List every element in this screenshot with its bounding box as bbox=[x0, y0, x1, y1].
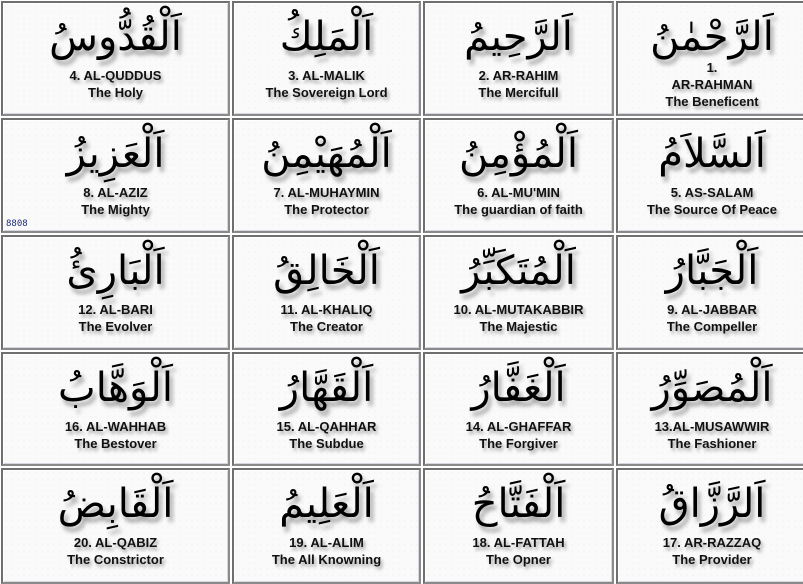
transliteration: 20. AL-QABIZ bbox=[73, 535, 158, 550]
meaning: The Fashioner bbox=[667, 436, 757, 451]
meaning: The Mercifull bbox=[478, 85, 559, 100]
name-number: 1. bbox=[706, 60, 718, 75]
transliteration: 17. AR-RAZZAQ bbox=[662, 535, 762, 550]
transliteration: 8. AL-AZIZ bbox=[83, 185, 148, 200]
arabic-calligraphy: اَلْعَزِيزُ bbox=[66, 131, 165, 177]
transliteration: 3. AL-MALIK bbox=[288, 68, 365, 83]
meaning: The Constrictor bbox=[67, 552, 164, 567]
transliteration: 7. AL-MUHAYMIN bbox=[273, 185, 380, 200]
meaning: The Sovereign Lord bbox=[265, 85, 388, 100]
name-card-13 bbox=[616, 352, 803, 466]
meaning: The Subdue bbox=[289, 436, 364, 451]
arabic-calligraphy: اَلسَّلاَمُ bbox=[658, 131, 766, 177]
transliteration: 2. AR-RAHIM bbox=[478, 68, 559, 83]
arabic-calligraphy: اَلْمُصَوِّرُ bbox=[651, 365, 773, 411]
transliteration: 6. AL-MU'MIN bbox=[477, 185, 560, 200]
name-card-19 bbox=[232, 468, 421, 584]
transliteration: 5. AS-SALAM bbox=[670, 185, 754, 200]
meaning: The Compeller bbox=[666, 319, 758, 334]
name-card-10 bbox=[423, 235, 614, 350]
arabic-calligraphy: اَلْبَارِئُ bbox=[66, 248, 165, 294]
name-card-17 bbox=[616, 468, 803, 584]
name-card-20 bbox=[1, 468, 230, 584]
arabic-calligraphy: اَلرَّحِيمُ bbox=[464, 14, 573, 60]
transliteration: AR-RAHMAN bbox=[671, 77, 753, 92]
meaning: The Beneficent bbox=[665, 94, 759, 109]
arabic-calligraphy: اَلْوَهَّابُ bbox=[58, 365, 173, 411]
hit-counter: 8808 bbox=[6, 219, 28, 229]
name-card-3 bbox=[232, 1, 421, 116]
meaning: The Source Of Peace bbox=[646, 202, 778, 217]
name-card-5 bbox=[616, 118, 803, 233]
arabic-calligraphy: اَلْغَفَّارُ bbox=[471, 365, 566, 411]
meaning: The Bestover bbox=[74, 436, 157, 451]
arabic-calligraphy: اَلْعَلِيمُ bbox=[279, 481, 374, 527]
meaning: The Mighty bbox=[81, 202, 150, 217]
name-card-6 bbox=[423, 118, 614, 233]
name-card-14 bbox=[423, 352, 614, 466]
name-card-4 bbox=[1, 1, 230, 116]
transliteration: 19. AL-ALIM bbox=[289, 535, 364, 550]
name-card-7 bbox=[232, 118, 421, 233]
transliteration: 9. AL-JABBAR bbox=[667, 302, 757, 317]
name-card-15 bbox=[232, 352, 421, 466]
arabic-calligraphy: اَلْخَالِقُ bbox=[273, 248, 380, 294]
transliteration: 11. AL-KHALIQ bbox=[280, 302, 373, 317]
arabic-calligraphy: اَلْمُؤْمِنُ bbox=[459, 131, 578, 177]
meaning: The Creator bbox=[290, 319, 363, 334]
transliteration: 4. AL-QUDDUS bbox=[69, 68, 162, 83]
name-card-12 bbox=[1, 235, 230, 350]
arabic-calligraphy: اَلْفَتَّاحُ bbox=[471, 481, 566, 527]
arabic-calligraphy: اَلْمُتَكَبِّرُ bbox=[461, 248, 576, 294]
name-card-18 bbox=[423, 468, 614, 584]
arabic-calligraphy: اَلْقَهَّارُ bbox=[279, 365, 374, 411]
meaning: The Majestic bbox=[479, 319, 558, 334]
arabic-calligraphy: اَلرَّحْمٰنُ bbox=[650, 14, 774, 60]
meaning: The Provider bbox=[672, 552, 752, 567]
transliteration: 10. AL-MUTAKABBIR bbox=[453, 302, 584, 317]
meaning: The Evolver bbox=[78, 319, 153, 334]
arabic-calligraphy: اَلْمُهَيْمِنُ bbox=[261, 131, 392, 177]
transliteration: 15. AL-QAHHAR bbox=[276, 419, 377, 434]
meaning: The Protector bbox=[284, 202, 369, 217]
arabic-calligraphy: اَلْمَلِكُ bbox=[279, 14, 374, 60]
arabic-calligraphy: اَلْقَابِضُ bbox=[57, 481, 174, 527]
arabic-calligraphy: اَلرَّزَّاقُ bbox=[658, 481, 766, 527]
meaning: The All Knowning bbox=[271, 552, 382, 567]
meaning: The guardian of faith bbox=[454, 202, 583, 217]
name-card-11 bbox=[232, 235, 421, 350]
transliteration: 14. AL-GHAFFAR bbox=[465, 419, 572, 434]
name-card-2 bbox=[423, 1, 614, 116]
name-card-9 bbox=[616, 235, 803, 350]
arabic-calligraphy: اَلْقُدُّوسُ bbox=[49, 14, 182, 60]
transliteration: 18. AL-FATTAH bbox=[472, 535, 565, 550]
transliteration: 12. AL-BARI bbox=[78, 302, 153, 317]
name-card-8 bbox=[1, 118, 230, 233]
arabic-calligraphy: اَلْجَبَّارُ bbox=[665, 248, 759, 294]
name-card-1 bbox=[616, 1, 803, 116]
name-card-16 bbox=[1, 352, 230, 466]
transliteration: 13.AL-MUSAWWIR bbox=[654, 419, 770, 434]
transliteration: 16. AL-WAHHAB bbox=[64, 419, 167, 434]
meaning: The Opner bbox=[485, 552, 551, 567]
meaning: The Holy bbox=[88, 85, 143, 100]
meaning: The Forgiver bbox=[479, 436, 558, 451]
